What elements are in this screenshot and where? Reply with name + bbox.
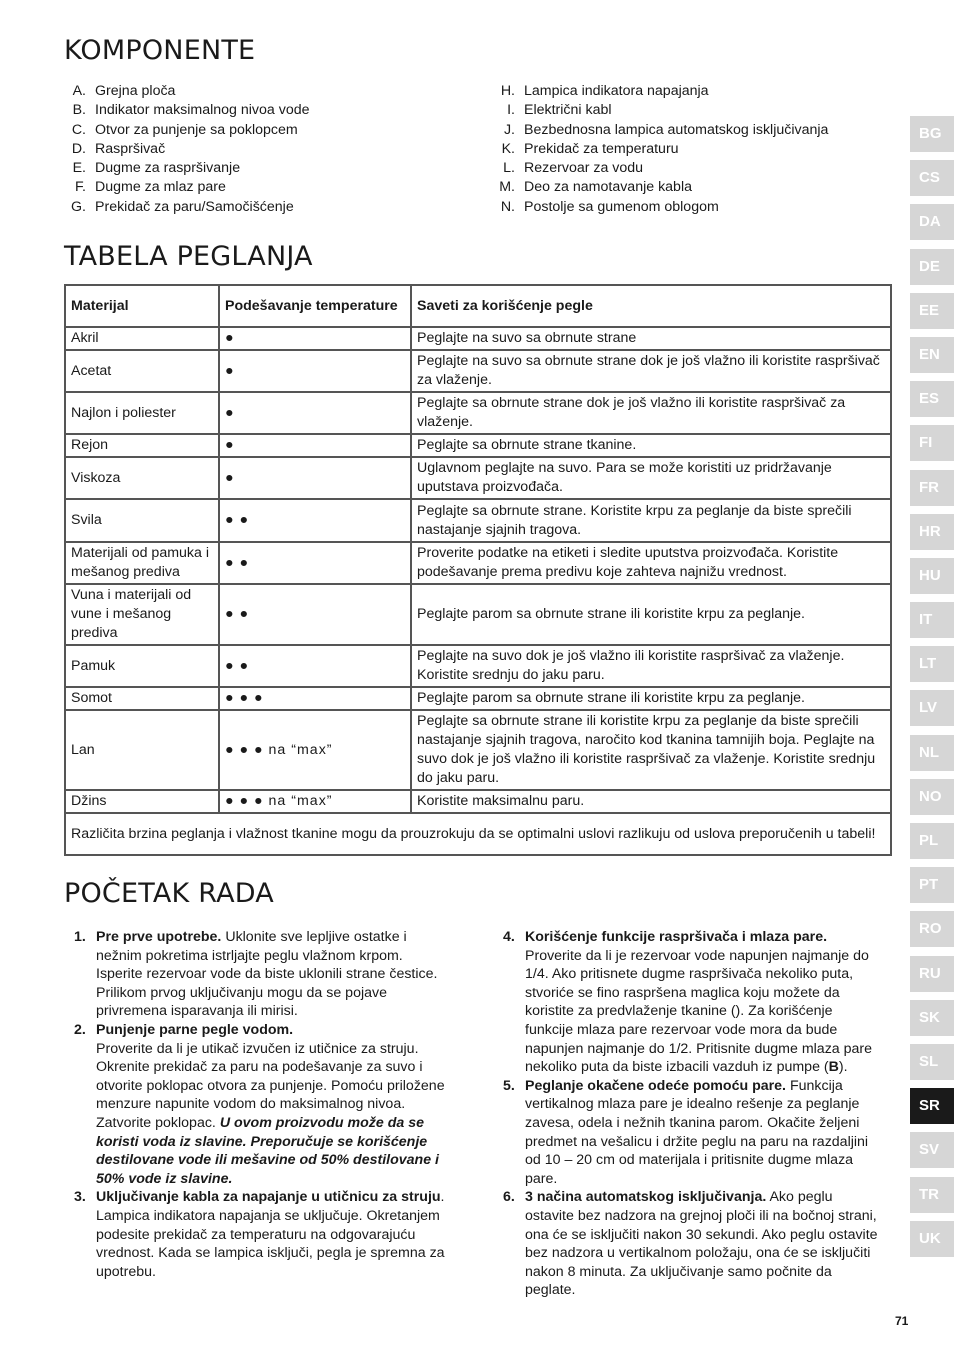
language-tab-sl[interactable]: SL: [910, 1044, 954, 1080]
material-cell: Lan: [65, 710, 219, 790]
column-header-temperature: Podešavanje temperature: [219, 285, 411, 327]
language-tab-sk[interactable]: SK: [910, 1000, 954, 1036]
component-letter: K.: [501, 140, 515, 157]
language-tab-da[interactable]: DA: [910, 204, 954, 240]
table-footnote: Različita brzina peglanja i vlažnost tkanine mogu da prouzrokuju da se optimalni uslovi razlikuju od uslova preporučenih u tabeli!: [65, 813, 891, 855]
material-cell: Džins: [65, 790, 219, 813]
material-cell: Rejon: [65, 434, 219, 457]
components-list-left: [64, 82, 310, 217]
component-label: Prekidač za temperaturu: [524, 140, 679, 157]
language-tab-fr[interactable]: FR: [910, 470, 954, 506]
tip-cell: Peglajte sa obrnute strane tkanine.: [411, 434, 891, 457]
table-row: [65, 499, 891, 542]
tip-cell: Peglajte parom sa obrnute strane ili koristite krpu za peglanje.: [411, 584, 891, 645]
component-letter: F.: [74, 179, 86, 196]
language-tab-pl[interactable]: PL: [910, 823, 954, 859]
component-letter: L.: [503, 160, 515, 177]
tip-cell: Koristite maksimalnu paru.: [411, 790, 891, 813]
component-item: [493, 198, 828, 217]
step-item: [64, 1021, 452, 1188]
component-label: Prekidač za paru/Samočišćenje: [95, 198, 294, 215]
temperature-cell: ● ● ● na “max”: [219, 710, 411, 790]
material-cell: Viskoza: [65, 457, 219, 499]
component-label: Grejna ploča: [95, 83, 176, 99]
language-tab-no[interactable]: NO: [910, 779, 954, 815]
step-text: Funkcija vertikalnog mlaza pare je idealno rešenje za peglanje zavesa, odela i nežnih tkanina parom. Okačite željeni predmet na vešalicu i držite peglu na paru na razdaljini od 10 – 20 cm od materijala i pritisnite dugme mlaza pare.: [525, 1077, 869, 1187]
component-item: [493, 178, 828, 197]
table-footnote-row: [65, 813, 891, 855]
temperature-cell: ●: [219, 434, 411, 457]
component-letter: G.: [71, 198, 86, 215]
material-cell: Acetat: [65, 350, 219, 392]
language-tab-pt[interactable]: PT: [910, 867, 954, 903]
component-label: Postolje sa gumenom oblogom: [524, 198, 719, 215]
language-tab-en[interactable]: EN: [910, 337, 954, 373]
step-title: Pre prve upotrebe.: [96, 929, 222, 945]
temperature-cell: ●: [219, 350, 411, 392]
language-tab-sv[interactable]: SV: [910, 1132, 954, 1168]
table-header-row: [65, 285, 891, 327]
step-title: Peglanje okačene odeće pomoću pare.: [525, 1077, 786, 1094]
table-row: [65, 457, 891, 499]
components-heading: KOMPONENTE: [64, 35, 256, 66]
component-label: Električni kabl: [524, 102, 612, 119]
tip-cell: Peglajte na suvo sa obrnute strane: [411, 327, 891, 350]
step-title: Korišćenje funkcije raspršivača i mlaza pare.: [525, 929, 828, 945]
temperature-cell: ●: [219, 392, 411, 434]
component-reference: B: [828, 1059, 839, 1076]
temperature-cell: ● ●: [219, 542, 411, 584]
step-text-end: ).: [838, 1059, 848, 1076]
tip-cell: Peglajte na suvo dok je još vlažno ili koristite raspršivač za vlaženje. Koristite srednju do jaku paru.: [411, 645, 891, 687]
page-number: 71: [895, 1314, 909, 1328]
step-number: 1.: [74, 929, 86, 945]
language-tab-de[interactable]: DE: [910, 249, 954, 285]
table-row: [65, 350, 891, 392]
material-cell: Somot: [65, 687, 219, 710]
tip-cell: Peglajte sa obrnute strane. Koristite krpu za peglanje da biste sprečili nastajanje sjajnih tragova.: [411, 499, 891, 542]
ironing-table-heading: TABELA PEGLANJA: [64, 241, 313, 272]
ironing-table: [64, 284, 892, 856]
step-title: 3 načina automatskog isključivanja.: [525, 1189, 767, 1206]
component-item: [493, 121, 828, 140]
language-tab-tr[interactable]: TR: [910, 1177, 954, 1213]
components-list-right: [493, 82, 828, 217]
language-tab-lt[interactable]: LT: [910, 646, 954, 682]
steps-left-column: [64, 928, 452, 1281]
temperature-cell: ● ●: [219, 645, 411, 687]
component-item: [493, 140, 828, 159]
component-label: Dugme za raspršivanje: [95, 160, 241, 177]
step-text: Ako peglu ostavite bez nadzora na grejnoj ploči ili na bočnoj strani, ona će se isključiti nakon 30 sekundi. Ako peglu ostavite bez nadzora u vertikalnom položaju, ona će se isključiti nakon 8 minuta. Za uključivanje samo počnite da peglate.: [525, 1189, 878, 1299]
step-number: 6.: [503, 1189, 515, 1206]
language-tab-ru[interactable]: RU: [910, 956, 954, 992]
tip-cell: Proverite podatke na etiketi i sledite uputstva proizvođača. Koristite podešavanje prema predivu koje zahteva najnižu vrednost.: [411, 542, 891, 584]
component-item: [64, 178, 310, 197]
step-title: Uključivanje kabla za napajanje u utičnicu za struju: [96, 1189, 441, 1206]
step-item: [493, 1077, 881, 1189]
temperature-cell: ● ●: [219, 499, 411, 542]
tip-cell: Peglajte na suvo sa obrnute strane dok je još vlažno ili koristite raspršivač za vlaženje.: [411, 350, 891, 392]
component-label: Lampica indikatora napajanja: [524, 83, 709, 99]
component-item: [493, 101, 828, 120]
column-header-material: Materijal: [65, 285, 219, 327]
component-label: Otvor za punjenje sa poklopcem: [95, 121, 298, 138]
language-tab-sr-active[interactable]: SR: [910, 1088, 954, 1124]
temperature-cell: ●: [219, 327, 411, 350]
step-title: Punjenje parne pegle vodom.: [96, 1021, 294, 1038]
temperature-cell: ● ●: [219, 584, 411, 645]
step-item: [64, 928, 452, 1021]
steps-right-column: [493, 928, 881, 1300]
step-item: [64, 1188, 452, 1281]
component-item: [64, 140, 310, 159]
step-number: 2.: [74, 1021, 86, 1038]
step-number: 3.: [74, 1189, 86, 1206]
material-cell: Akril: [65, 327, 219, 350]
language-tab-es[interactable]: ES: [910, 381, 954, 417]
temperature-cell: ● ● ●: [219, 687, 411, 710]
tip-cell: Peglajte sa obrnute strane dok je još vlažno ili koristite raspršivač za vlaženje.: [411, 392, 891, 434]
tip-cell: Uglavnom peglajte na suvo. Para se može koristiti uz pridržavanje uputstava proizvođača.: [411, 457, 891, 499]
material-cell: Svila: [65, 499, 219, 542]
temperature-cell: ● ● ● na “max”: [219, 790, 411, 813]
component-letter: I.: [507, 102, 515, 119]
component-letter: C.: [71, 121, 86, 138]
language-tab-ro[interactable]: RO: [910, 911, 954, 947]
language-tab-cs[interactable]: CS: [910, 160, 954, 196]
material-cell: Vuna i materijali od vune i mešanog prediva: [65, 584, 219, 645]
table-row: [65, 710, 891, 790]
table-row: [65, 327, 891, 350]
language-tab-bg[interactable]: BG: [910, 116, 954, 152]
temperature-cell: ●: [219, 457, 411, 499]
component-item: [64, 198, 310, 217]
tip-cell: Peglajte sa obrnute strane ili koristite krpu za peglanje da biste sprečili nastajanje sjajnih tragova, naročito kod tkanina tamnijih boja. Peglajte na suvo dok je još vlažno ili koristite raspršivač za vlaženje. Koristite srednju do jaku paru.: [411, 710, 891, 790]
component-label: Dugme za mlaz pare: [95, 179, 226, 196]
table-row: [65, 645, 891, 687]
step-item: [493, 1188, 881, 1300]
table-row: [65, 687, 891, 710]
language-tab-uk[interactable]: UK: [910, 1221, 954, 1257]
component-item: [64, 101, 310, 120]
component-label: Bezbednosna lampica automatskog isključivanja: [524, 121, 829, 138]
component-letter: D.: [71, 140, 86, 157]
component-item: [493, 82, 828, 101]
component-letter: A.: [72, 83, 86, 99]
component-label: Rezervoar za vodu: [524, 160, 644, 177]
table-row: [65, 790, 891, 813]
getting-started-heading: POČETAK RADA: [64, 878, 274, 909]
language-tab-hr[interactable]: HR: [910, 514, 954, 550]
component-letter: E.: [72, 160, 86, 177]
column-header-tips: Saveti za korišćenje pegle: [411, 285, 891, 327]
component-letter: J.: [503, 121, 515, 138]
component-label: Indikator maksimalnog nivoa vode: [95, 102, 310, 119]
language-tab-lv[interactable]: LV: [910, 690, 954, 726]
table-row: [65, 392, 891, 434]
component-letter: M.: [499, 179, 515, 196]
component-letter: B.: [72, 102, 86, 119]
step-note: U ovom proizvodu može da se koristi voda iz slavine. Preporučuje se korišćenje destilovane vode ili mešavine od 50% destilovane i 50% vode iz slavine.: [96, 1114, 439, 1187]
tip-cell: Peglajte parom sa obrnute strane ili koristite krpu za peglanje.: [411, 687, 891, 710]
component-letter: H.: [500, 83, 515, 99]
table-row: [65, 434, 891, 457]
component-item: [64, 121, 310, 140]
step-text: Proverite da li je rezervoar vode napunjen najmanje do 1/4. Ako pritisnete dugme raspršivača nekoliko puta, stvoriće se fino raspršena maglica koju možete da koristite za predvlaženje tkanine (). Za korišćenje funkcije mlaza pare rezervoar vode mora da bude napunjen najmanje do 1/2. Pritisnite dugme mlaza pare nekoliko puta da biste izbacili vazduh iz pumpe (: [525, 947, 873, 1076]
material-cell: Materijali od pamuka i mešanog prediva: [65, 542, 219, 584]
step-text: Uklonite sve lepljive ostatke i nežnim pokretima istrljajte peglu vlažnom krpom. Isperite rezervoar vode da biste uklonili strane čestice. Prilikom prvog uključivanju mogu da se pojave privremena isparavanja ili mirisi.: [96, 929, 438, 1020]
language-tabs: [910, 116, 954, 1265]
component-letter: N.: [500, 198, 515, 215]
step-text: Proverite da li je utikač izvučen iz utičnice za struju. Okrenite prekidač za paru na podešavanje za suvo i otvorite poklopac otvora za punjenje. Pomoću priložene menzure napunite vodom do maksimalnog nivoa. Zatvorite poklopac.: [96, 1040, 445, 1131]
step-item: [493, 928, 881, 1077]
component-label: Raspršivač: [95, 140, 166, 157]
component-item: [493, 159, 828, 178]
component-item: [64, 159, 310, 178]
material-cell: Pamuk: [65, 645, 219, 687]
table-row: [65, 584, 891, 645]
component-label: Deo za namotavanje kabla: [524, 179, 692, 196]
language-tab-hu[interactable]: HU: [910, 558, 954, 594]
language-tab-nl[interactable]: NL: [910, 735, 954, 771]
step-number: 4.: [503, 929, 515, 945]
step-text: . Lampica indikatora napajanja se uključuje. Okretanjem podesite prekidač za temperaturu na odgovarajuću vrednost. Kada se lampica isključi, pegla je spremna za upotrebu.: [96, 1189, 445, 1280]
component-item: [64, 82, 310, 101]
table-row: [65, 542, 891, 584]
material-cell: Najlon i poliester: [65, 392, 219, 434]
language-tab-fi[interactable]: FI: [910, 425, 954, 461]
language-tab-ee[interactable]: EE: [910, 293, 954, 329]
language-tab-it[interactable]: IT: [910, 602, 954, 638]
step-number: 5.: [503, 1077, 515, 1094]
